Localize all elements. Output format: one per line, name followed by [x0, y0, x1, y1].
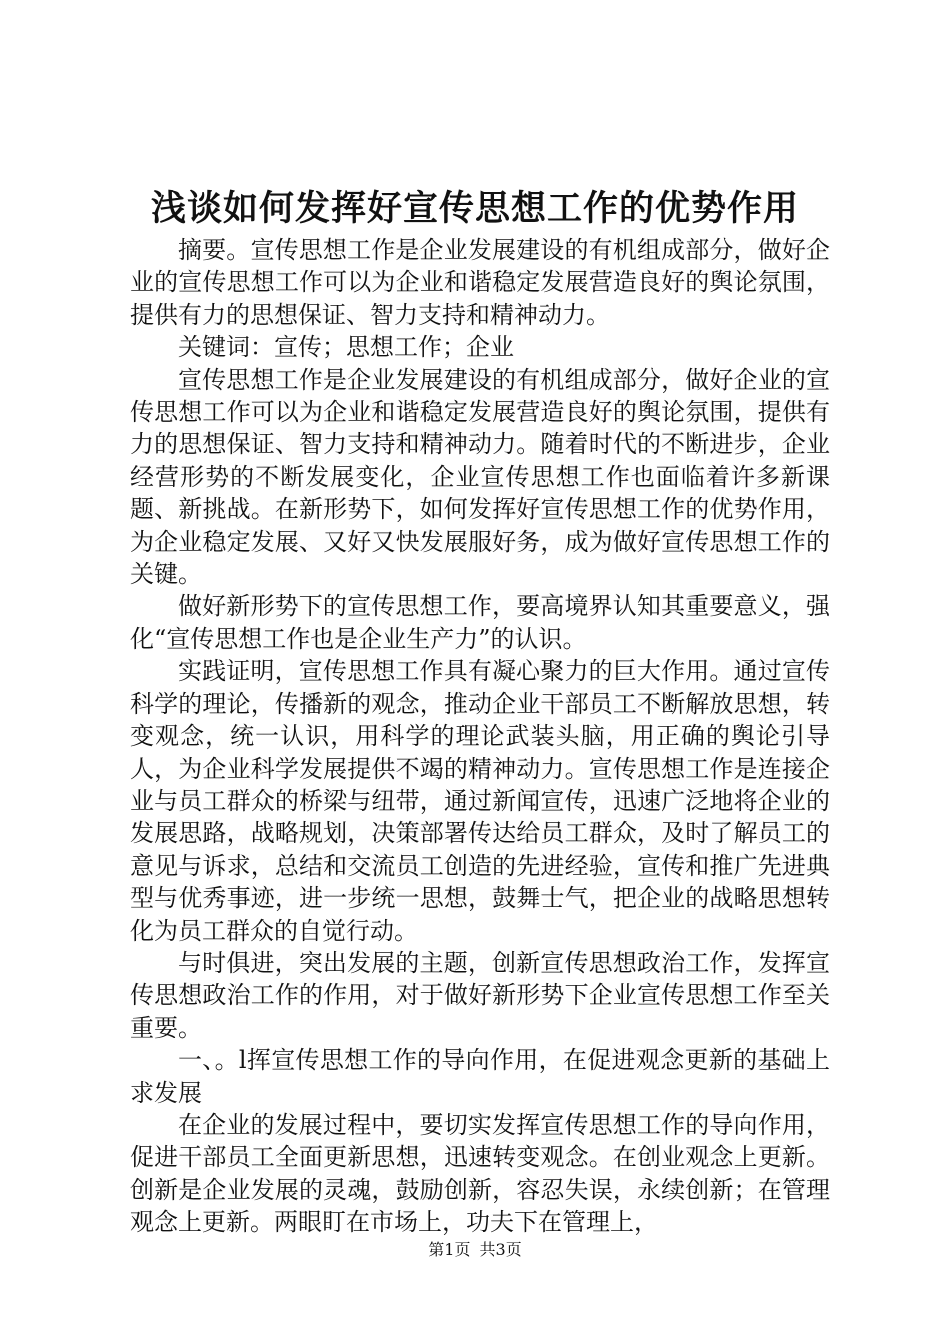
keywords-paragraph: 关键词：宣传；思想工作；企业	[178, 333, 514, 362]
body-paragraph: 在企业的发展过程中，要切实发挥宣传思想工作的导向作用，促进干部员工全面更新思想，迅速转变观念。在创业观念上更新。创新是企业发展的灵魂，鼓励创新，容忍失误，永续创新；在管理观念上更新。两眼盯在市场上，功夫下在管理上，	[130, 1110, 830, 1237]
section-heading-paragraph: 一、。l挥宣传思想工作的导向作用，在促进观念更新的基础上求发展	[130, 1046, 830, 1107]
body-paragraph: 宣传思想工作是企业发展建设的有机组成部分，做好企业的宣传思想工作可以为企业和谐稳定发展营造良好的舆论氛围，提供有力的思想保证、智力支持和精神动力。随着时代的不断进步，企业经营形势的不断发展变化，企业宣传思想工作也面临着许多新课题、新挑战。在新形势下，如何发挥好宣传思想工作的优势作用，为企业稳定发展、又好又快发展服好务，成为做好宣传思想工作的关键。	[130, 365, 830, 589]
body-paragraph: 与时俱进，突出发展的主题，创新宣传思想政治工作，发挥宣传思想政治工作的作用，对于做好新形势下企业宣传思想工作至关重要。	[130, 948, 830, 1042]
page-total: 共3页	[479, 1240, 522, 1259]
body-paragraph: 做好新形势下的宣传思想工作，要高境界认知其重要意义，强化“宣传思想工作也是企业生产力”的认识。	[130, 592, 830, 653]
document-body	[130, 234, 830, 1239]
document-title: 浅谈如何发挥好宣传思想工作的优势作用	[150, 188, 799, 229]
page-number: 第1页	[428, 1240, 471, 1259]
page-footer	[0, 1239, 950, 1261]
body-paragraph: 实践证明，宣传思想工作具有凝心聚力的巨大作用。通过宣传科学的理论，传播新的观念，推动企业干部员工不断解放思想，转变观念，统一认识，用科学的理论武装头脑，用正确的舆论引导人，为企业科学发展提供不竭的精神动力。宣传思想工作是连接企业与员工群众的桥梁与纽带，通过新闻宣传，迅速广泛地将企业的发展思路，战略规划，决策部署传达给员工群众，及时了解员工的意见与诉求，总结和交流员工创造的先进经验，宣传和推广先进典型与优秀事迹，进一步统一思想，鼓舞士气，把企业的战略思想转化为员工群众的自觉行动。	[130, 657, 830, 945]
abstract-paragraph: 摘要。宣传思想工作是企业发展建设的有机组成部分，做好企业的宣传思想工作可以为企业和谐稳定发展营造良好的舆论氛围，提供有力的思想保证、智力支持和精神动力。	[130, 236, 830, 329]
